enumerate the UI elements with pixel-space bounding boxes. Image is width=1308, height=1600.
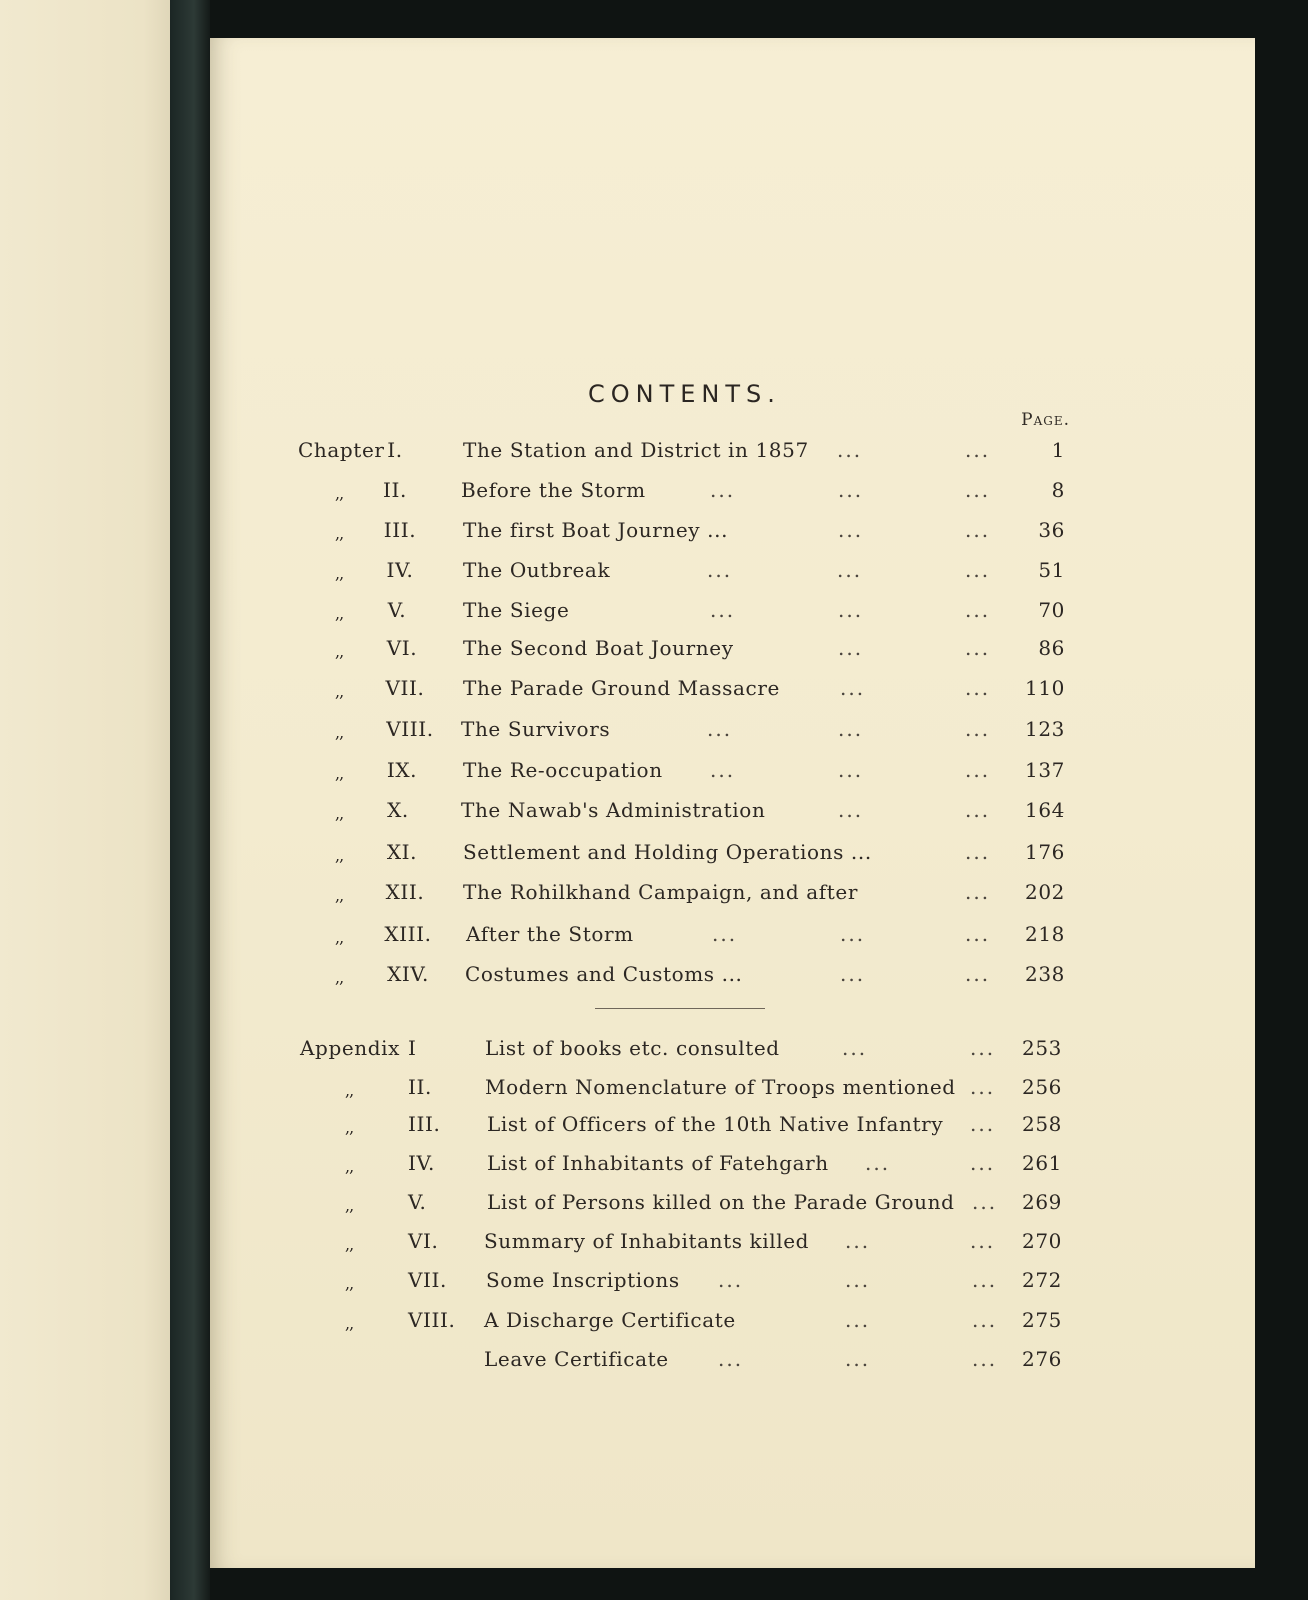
- leader-dots: ...: [970, 1151, 996, 1175]
- leader-dots: ...: [707, 558, 733, 582]
- leader-dots: ...: [840, 922, 866, 946]
- leader-dots: ...: [965, 962, 991, 986]
- toc-page: 110: [1025, 676, 1065, 700]
- toc-title: The Outbreak: [463, 558, 611, 582]
- leader-dots: ...: [845, 1347, 871, 1371]
- toc-row: [210, 598, 1255, 628]
- ditto-mark: ,,: [335, 642, 344, 661]
- toc-row: [210, 478, 1255, 508]
- toc-page: 86: [1038, 636, 1065, 660]
- leader-dots: ...: [840, 962, 866, 986]
- toc-numeral: V.: [408, 1190, 427, 1214]
- ditto-mark: ,,: [335, 484, 344, 503]
- leader-dots: ...: [965, 880, 991, 904]
- leader-dots: ...: [837, 558, 863, 582]
- toc-page: 137: [1025, 758, 1065, 782]
- leader-dots: ...: [838, 636, 864, 660]
- toc-numeral: XII.: [385, 880, 425, 904]
- toc-page: 123: [1025, 717, 1065, 741]
- toc-page: 36: [1038, 518, 1065, 542]
- leader-dots: ...: [838, 518, 864, 542]
- toc-row: [210, 438, 1255, 468]
- ditto-mark: ,,: [335, 886, 344, 905]
- leader-dots: ...: [710, 598, 736, 622]
- toc-numeral: VI.: [386, 636, 418, 660]
- toc-numeral: VIII.: [386, 717, 434, 741]
- toc-numeral: XIII.: [384, 922, 432, 946]
- toc-page: 8: [1051, 478, 1065, 502]
- toc-row: [210, 922, 1255, 952]
- toc-title: The Siege: [463, 598, 570, 622]
- toc-numeral: IV.: [408, 1151, 436, 1175]
- toc-page: 258: [1022, 1112, 1062, 1136]
- book-binding: [170, 0, 210, 1600]
- toc-page: 272: [1022, 1268, 1062, 1292]
- toc-title: The Survivors: [461, 717, 611, 741]
- ditto-mark: ,,: [335, 968, 344, 987]
- leader-dots: ...: [838, 798, 864, 822]
- leader-dots: ...: [965, 676, 991, 700]
- contents-page: [210, 38, 1255, 1568]
- toc-numeral: VII.: [408, 1268, 448, 1292]
- page-column-label: Page.: [1021, 410, 1070, 430]
- page-title: CONTENTS.: [588, 380, 781, 408]
- toc-row: [210, 676, 1255, 706]
- toc-row: [210, 558, 1255, 588]
- toc-numeral: XI.: [386, 840, 418, 864]
- toc-row: [210, 758, 1255, 788]
- leader-dots: ...: [970, 1229, 996, 1253]
- leader-dots: ...: [965, 798, 991, 822]
- leader-dots: ...: [972, 1308, 998, 1332]
- leader-dots: ...: [838, 758, 864, 782]
- toc-row: [210, 1112, 1255, 1142]
- toc-title: Leave Certificate: [484, 1347, 669, 1371]
- leader-dots: ...: [865, 1151, 891, 1175]
- leader-dots: ...: [965, 478, 991, 502]
- leader-dots: ...: [707, 717, 733, 741]
- toc-page: 1: [1051, 438, 1065, 462]
- toc-numeral: I.: [387, 438, 403, 462]
- toc-title: After the Storm: [466, 922, 634, 946]
- toc-row: [210, 1036, 1255, 1066]
- toc-row: [210, 840, 1255, 870]
- toc-page: 70: [1038, 598, 1065, 622]
- leader-dots: ...: [965, 518, 991, 542]
- leader-dots: ...: [845, 1308, 871, 1332]
- leader-dots: ...: [965, 636, 991, 660]
- toc-title: The Parade Ground Massacre: [463, 676, 780, 700]
- ditto-mark: ,,: [345, 1157, 354, 1176]
- toc-row: [210, 962, 1255, 992]
- leader-dots: ...: [965, 598, 991, 622]
- toc-page: 269: [1022, 1190, 1062, 1214]
- ditto-mark: ,,: [335, 682, 344, 701]
- toc-title: The Nawab's Administration: [461, 798, 766, 822]
- toc-row: [210, 1229, 1255, 1259]
- toc-row: [210, 1075, 1255, 1105]
- ditto-mark: ,,: [345, 1274, 354, 1293]
- toc-numeral: II.: [383, 478, 407, 502]
- leader-dots: ...: [718, 1268, 744, 1292]
- ditto-mark: ,,: [345, 1118, 354, 1137]
- toc-title: Before the Storm: [461, 478, 646, 502]
- toc-row: [210, 1268, 1255, 1298]
- toc-row: [210, 1347, 1255, 1377]
- ditto-mark: ,,: [335, 723, 344, 742]
- leader-dots: ...: [965, 717, 991, 741]
- toc-numeral: V.: [387, 598, 407, 622]
- leader-dots: ...: [965, 758, 991, 782]
- toc-label: Chapter: [298, 438, 385, 462]
- toc-title: Modern Nomenclature of Troops mentioned: [485, 1075, 956, 1099]
- toc-page: 270: [1022, 1229, 1062, 1253]
- leader-dots: ...: [845, 1229, 871, 1253]
- section-divider: [595, 1008, 765, 1009]
- toc-row: [210, 717, 1255, 747]
- toc-title: The Station and District in 1857: [463, 438, 809, 462]
- toc-numeral: IX.: [386, 758, 418, 782]
- toc-row: [210, 1308, 1255, 1338]
- toc-page: 202: [1025, 880, 1065, 904]
- ditto-mark: ,,: [335, 804, 344, 823]
- toc-numeral: VII.: [385, 676, 425, 700]
- toc-title: A Discharge Certificate: [484, 1308, 736, 1332]
- toc-numeral: IV.: [386, 558, 414, 582]
- toc-numeral: VIII.: [408, 1308, 456, 1332]
- toc-row: [210, 880, 1255, 910]
- ditto-mark: ,,: [335, 604, 344, 623]
- toc-title: Costumes and Customs ...: [465, 962, 743, 986]
- ditto-mark: ,,: [335, 846, 344, 865]
- toc-page: 261: [1022, 1151, 1062, 1175]
- toc-row: [210, 1190, 1255, 1220]
- toc-page: 256: [1022, 1075, 1062, 1099]
- toc-title: List of Inhabitants of Fatehgarh: [487, 1151, 829, 1175]
- toc-page: 164: [1025, 798, 1065, 822]
- toc-title: Summary of Inhabitants killed: [484, 1229, 810, 1253]
- ditto-mark: ,,: [335, 928, 344, 947]
- toc-title: The Re-occupation: [463, 758, 663, 782]
- leader-dots: ...: [845, 1268, 871, 1292]
- leader-dots: ...: [965, 840, 991, 864]
- leader-dots: ...: [972, 1190, 998, 1214]
- ditto-mark: ,,: [335, 764, 344, 783]
- leader-dots: ...: [972, 1347, 998, 1371]
- leader-dots: ...: [712, 922, 738, 946]
- toc-numeral: III.: [408, 1112, 441, 1136]
- leader-dots: ...: [838, 598, 864, 622]
- toc-page: 218: [1025, 922, 1065, 946]
- leader-dots: ...: [965, 558, 991, 582]
- leader-dots: ...: [840, 676, 866, 700]
- toc-numeral: XIV.: [387, 962, 429, 986]
- ditto-mark: ,,: [335, 524, 344, 543]
- toc-numeral: I: [408, 1036, 417, 1060]
- leader-dots: ...: [837, 438, 863, 462]
- toc-page: 276: [1022, 1347, 1062, 1371]
- toc-title: The first Boat Journey ...: [463, 518, 729, 542]
- toc-row: [210, 518, 1255, 548]
- toc-page: 51: [1038, 558, 1065, 582]
- toc-numeral: III.: [383, 518, 417, 542]
- toc-row: [210, 1151, 1255, 1181]
- leader-dots: ...: [838, 478, 864, 502]
- ditto-mark: ,,: [345, 1314, 354, 1333]
- leader-dots: ...: [965, 922, 991, 946]
- leader-dots: ...: [965, 438, 991, 462]
- ditto-mark: ,,: [335, 564, 344, 583]
- ditto-mark: ,,: [345, 1235, 354, 1254]
- toc-row: [210, 798, 1255, 828]
- toc-title: The Second Boat Journey: [463, 636, 734, 660]
- toc-title: Some Inscriptions: [486, 1268, 680, 1292]
- toc-title: List of books etc. consulted: [485, 1036, 780, 1060]
- toc-title: List of Officers of the 10th Native Infantry: [487, 1112, 944, 1136]
- leader-dots: ...: [710, 758, 736, 782]
- toc-title: Settlement and Holding Operations ...: [463, 840, 872, 864]
- leader-dots: ...: [718, 1347, 744, 1371]
- toc-page: 275: [1022, 1308, 1062, 1332]
- ditto-mark: ,,: [345, 1196, 354, 1215]
- leader-dots: ...: [972, 1268, 998, 1292]
- toc-numeral: VI.: [408, 1229, 439, 1253]
- leader-dots: ...: [710, 478, 736, 502]
- leader-dots: ...: [970, 1112, 996, 1136]
- toc-numeral: II.: [408, 1075, 432, 1099]
- leader-dots: ...: [970, 1036, 996, 1060]
- toc-title: The Rohilkhand Campaign, and after: [463, 880, 858, 904]
- ditto-mark: ,,: [345, 1081, 354, 1100]
- leader-dots: ...: [970, 1075, 996, 1099]
- toc-numeral: X.: [387, 798, 409, 822]
- toc-page: 253: [1022, 1036, 1062, 1060]
- leader-dots: ...: [838, 717, 864, 741]
- toc-title: List of Persons killed on the Parade Ground: [487, 1190, 955, 1214]
- toc-page: 176: [1025, 840, 1065, 864]
- toc-page: 238: [1025, 962, 1065, 986]
- toc-row: [210, 636, 1255, 666]
- leader-dots: ...: [842, 1036, 868, 1060]
- toc-label: Appendix: [300, 1036, 401, 1060]
